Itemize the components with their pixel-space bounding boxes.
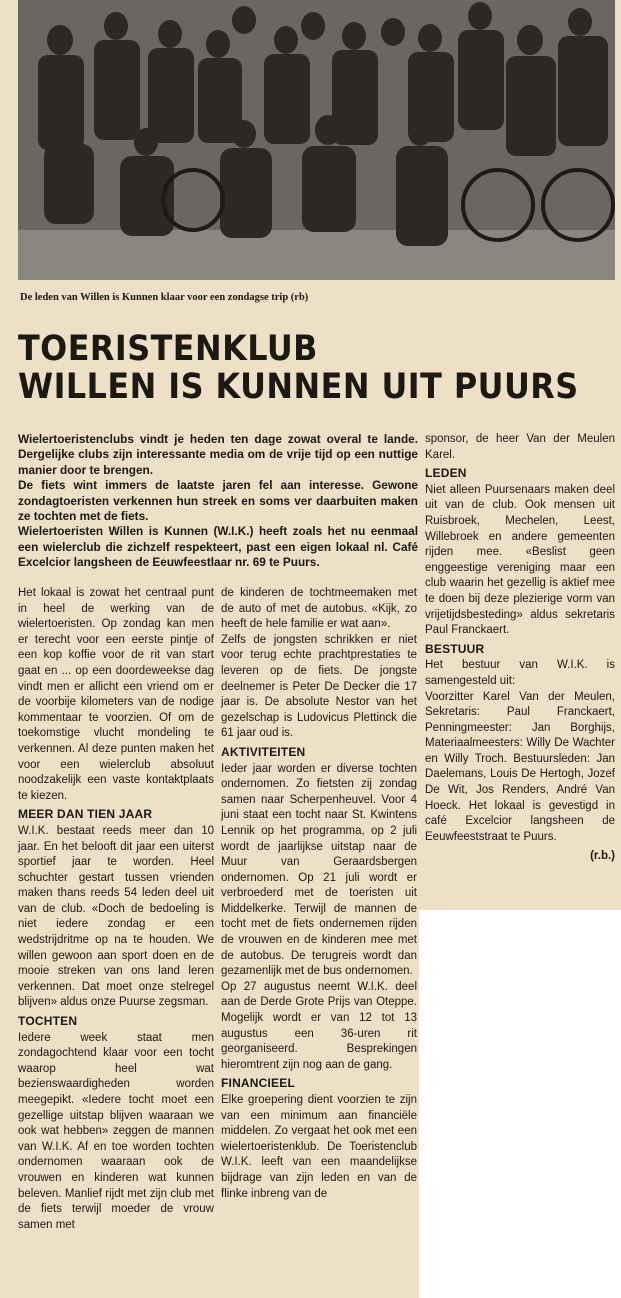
intro-paragraph: Wielertoeristenclubs vindt je heden ten dage zowat overal te lande. Dergelijke clubs zijn interessante media om de vrije tijd op een nuttige manier door te brengen. xyxy=(18,432,418,477)
section-heading: MEER DAN TIEN JAAR xyxy=(18,807,153,822)
article-column-2 xyxy=(221,586,417,1202)
body-paragraph: de kinderen de tochtmeemaken met de auto of met de autobus. «Kijk, zo heeft de hele familie er wat aan». xyxy=(221,587,417,631)
body-paragraph: W.I.K. bestaat reeds meer dan 10 jaar. En het belooft dit jaar een uiterst sportief jaar te worden. Heel schuchter gestart tussen vrienden maken thans reeds 54 leden deel uit van de club. «Doch de bedoeling is niet iedere zondag er een wedstrijdritme op na te houden. We willen gewoon aan sport doen en de mooie streken van ons land leren verkennen. Dat moet onze stelregel blijven» aldus onze Puurse zegsman. xyxy=(18,824,214,1009)
body-paragraph: sponsor, de heer Van der Meulen Karel. xyxy=(425,433,615,461)
group-photo-figures xyxy=(18,0,615,280)
body-paragraph: Het bestuur van W.I.K. is samengesteld uit: xyxy=(425,659,615,687)
body-paragraph: Voorzitter Karel Van der Meulen, Sekretaris: Paul Franckaert, Penningmeester: Jan Borghijs, Materiaalmeesters: Willy De Wachter en Willy Troch. Bestuursleden: Jan Daelemans, Louis De Hertogh, Jozef De Wit, Jos Renders, André Van Hoeck. Het lokaal is gevestigd in café Excelcior langsheen de Eeuwfeeststraat te Puurs. xyxy=(425,690,615,843)
section-heading: FINANCIEEL xyxy=(221,1076,295,1091)
section-heading: AKTIVITEITEN xyxy=(221,744,306,759)
body-paragraph: Op 27 augustus neemt W.I.K. deel aan de Derde Grote Prijs van Oteppe. Mogelijk wordt er van 12 tot 13 augustus een 36-uren rit georganiseerd. Besprekingen hieromtrent zijn nog aan de gang. xyxy=(221,980,417,1071)
headline-line-2: WILLEN IS KUNNEN UIT PUURS xyxy=(18,367,579,407)
body-paragraph: Elke groepering dient voorzien te zijn van een minimum aan financiële middelen. Zo vergaat het ook met een wielertoeristenklub. De Toeristenclub W.I.K. leeft van een maandelijkse bijdrage van zijn leden en van de flinke inbreng van de xyxy=(221,1094,417,1200)
section-heading: BESTUUR xyxy=(425,641,485,656)
group-photo xyxy=(18,0,615,280)
article-column-1 xyxy=(18,586,214,1233)
intro-paragraph: Wielertoeristen Willen is Kunnen (W.I.K.) heeft zoals het nu eenmaal een wielerclub die zichzelf respekteert, past een eigen lokaal nl. Café Excelcior langsheen de Eeuwfeestlaar nr. 69 te Puurs. xyxy=(18,524,418,570)
body-paragraph: Ieder jaar worden er diverse tochten ondernomen. Zo fietsten zij zondag samen naar Scherpenheuvel. Voor 4 juni staat een tocht naar St. Kwintens Lennik op het programma, op 2 juli wordt de jaarlijkse uitstap naar de Muur van Geraardsbergen ondernomen. Op 21 juli wordt er verbroederd met de toeristen uit Middelkerke. Terwijl de mannen de tocht met de fiets ondernemen rijden de vrouwen en de kinderen mee met de autobus. De terugreis wordt dan gezamenlijk met de bus ondernomen. xyxy=(221,762,417,978)
body-paragraph: Zelfs de jongsten schrikken er niet voor terug echte prachtprestaties te leveren op de fiets. De jongste deelnemer is Peter De Decker die 17 jaar is. De absolute Nestor van het gezelschap is Ludovicus Plettinck die 61 jaar oud is. xyxy=(221,633,417,740)
body-paragraph: Het lokaal is zowat het centraal punt in heel de werking van de wielertoeristen. Op zondag kan men er terecht voor een eerste pintje of een kop koffie voor de rit van start gaat en ... op een doordeweekse dag vindt men er allicht een vriend om er de voorbije kilometers van de nodige kommentaar te voorzien. Of om de toekomstige vlucht mondeling te verkennen. Al deze punten maken het voor een wielerclub absoluut noodzakelijk een vaste kontaktplaats te kiezen. xyxy=(18,587,214,802)
article-column-3 xyxy=(425,432,615,865)
section-heading: TOCHTEN xyxy=(18,1014,78,1029)
headline-line-1: TOERISTENKLUB xyxy=(18,329,318,369)
author-credit: (r.b.) xyxy=(590,850,615,863)
article-intro xyxy=(18,432,418,571)
body-paragraph: Iedere week staat men zondagochtend klaar voor een tocht waarop heel wat bezienswaardigheden worden meegepikt. «Iedere tocht moet een gezellige uitstap blijven waaraan we ook wat hebben» zeggen de mannen van W.I.K. Af en toe worden tochten ondernomen waaraan ook de vrouwen en kinderen wat kunnen beleven. Manlief rijdt met zijn club met de fiets terwijl moeder de vrouw samen met xyxy=(18,1031,214,1231)
photo-caption: De leden van Willen is Kunnen klaar voor een zondagse trip (rb) xyxy=(20,292,309,303)
article-headline xyxy=(18,329,579,407)
intro-paragraph: De fiets wint immers de laatste jaren fel aan interesse. Gewone zondagtoeristen verkennen hun streek en soms ver daarbuiten maken ze tochten met de fiets. xyxy=(18,478,418,524)
body-paragraph: Niet alleen Puursenaars maken deel uit van de club. Ook mensen uit Ruisbroek, Mechelen, Leest, Willebroek en andere gemeenten rijden mee. «Beslist geen enggeestige vereniging maar een club waarin het gezellig is aktief mee te doen bij deze plezierige vorm van vrijetijdsbesteding» aldus sekretaris Paul Franckaert. xyxy=(425,483,615,637)
section-heading: LEDEN xyxy=(425,466,467,481)
